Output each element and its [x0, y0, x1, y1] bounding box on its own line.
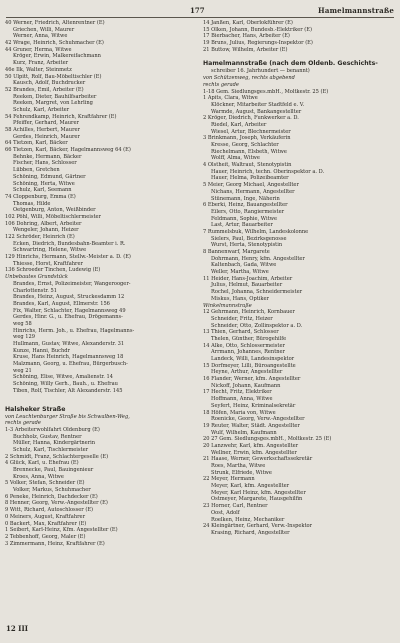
left-entry: 6 Peneke, Heinrich, Dachdecker (E) [5, 493, 98, 500]
left-entry: Hinrichs, Herm. Joh., u. Ehefrau, Hagelmanns- [13, 327, 135, 334]
footer-code: 12 III [6, 624, 29, 633]
right-entry: 1 Apits, Clara, Witwe [203, 95, 258, 102]
right-entry: Wellner, Erwin, kfm. Angestellter [211, 449, 297, 456]
right-entry: 19 Reuter, Walter, Städt. Angestellter [203, 422, 300, 429]
street-note: von Leuchtenburger Straße bis Schwalben-Weg, [5, 413, 130, 420]
right-entry: Klöckner, Mitarbeiter Stadtfeld e. V. [211, 101, 305, 108]
right-entry: Landeck, Willi, Landesinspektor [211, 356, 295, 362]
left-entry: 106 Dohring, Albert, Arbeiter [5, 220, 82, 227]
right-entry: 20 27 Gem. Siedlungsges.mbH., Moltkestr. 25 (E) [203, 436, 332, 443]
street-note: Unbebautes Grundstück [5, 274, 68, 281]
left-entry: 2 Schmidt, Franz, Schlachtergeselle (E) [5, 453, 109, 460]
right-entry: Wolff, Alma, Witwe [211, 155, 260, 162]
left-entry: Schöning, Edmund, Gärtner [13, 173, 86, 180]
left-entry: Reeken, Margret, von Lehrling [13, 100, 93, 107]
left-entry: 46e Ilk, Walter, Steinmetz [5, 66, 72, 73]
left-entry: Fischer, Hans, Schlosser [13, 160, 77, 167]
left-entry: Thiesse, Horst, Kraftfahrer [13, 260, 83, 267]
right-entry: Rochel, Johanna, Schneidermeister [211, 289, 303, 296]
right-entry: 12 Gehrmann, Heinrich, Kornbauer [203, 309, 295, 316]
left-entry: Gerdes, Heinrich, Maurer [13, 133, 80, 140]
header-rule [6, 17, 394, 18]
left-entry: Brandes, Ernst, Polizeimeister, Wangerooger- [13, 280, 131, 287]
right-entry: Roes, Martha, Witwe [211, 463, 266, 469]
right-entry: Strunk, Elfriede, Witwe [211, 469, 272, 476]
right-entry: 11 Heider, Hans-Joachim, Arbeiter [203, 275, 293, 282]
left-entry: 58 Achilles, Herbert, Maurer [5, 127, 80, 133]
right-entry: Miskus, Hans, Optiker [211, 295, 269, 302]
right-entry: Schneider, Fritz, Heizer [211, 315, 273, 322]
right-entry: Krasing, Richard, Angestellter [211, 529, 290, 536]
left-entry: Schulz, Karl, Arbeiter [13, 106, 70, 113]
right-entry: Feldmann, Sophie, Witwe [211, 215, 278, 222]
left-entry: Brandes, Karl, August, Ellmerstr. 156 [13, 300, 110, 307]
right-entry: Stünemann, Inge, Näherin [211, 195, 280, 202]
left-entry: 9 Witt, Richard, Autoschlosser (E) [5, 507, 94, 514]
left-entry: Kausch, Adolf, Buchdrucker [13, 80, 86, 87]
left-entry: Schulz, Karl, Tischlermeister [13, 446, 89, 453]
left-entry: 66 Tietzen, Karl, Bäcker, Hagelmannsweg 64 (E) [5, 147, 131, 154]
right-entry: 23 Horner, Carl, Rentner [203, 503, 268, 510]
left-entry: 5 Volker, Stefan, Schneider (E) [5, 480, 85, 487]
right-entry: Meyer, Karl, kfm. Angestellter [211, 483, 290, 490]
left-entry: Wengeler, Johann, Heizer [13, 227, 79, 234]
right-entry: Nickoff, Johann, Kaufmann [211, 382, 281, 389]
left-entry: 0 Backert, Max, Kraftfahrer (E) [5, 520, 87, 527]
right-entry: Julius, Helmut, Bauarbeiter [211, 282, 283, 289]
left-entry: Kunze, Hanni, Buchdr [13, 347, 70, 354]
left-entry: Müller, Hanna, Kindergärtnerin [13, 440, 96, 447]
left-entry: Kröger, Erwin, Malkereifachmann [13, 53, 101, 60]
left-entry: 44 Gruner, Herma, Witwe [5, 46, 72, 53]
left-spacer [5, 399, 195, 403]
right-entry: 18 Höfen, Maria von, Witwe [203, 409, 276, 416]
right-column [203, 20, 395, 537]
right-entry: 15 Dorfmeyer, Lilli, Büroangestellte [203, 362, 296, 369]
left-entry: 64 Tietzen, Karl, Bäcker [5, 140, 68, 147]
right-entry: Wulf, Wilhelm, Kaufmann [211, 429, 277, 436]
right-entry: Hoffmann, Anna, Witwe [211, 396, 273, 403]
right-entry: Wiesel, Artur, Blechnermeister [211, 128, 291, 135]
street-note: Winkelmannstraße [203, 302, 252, 309]
right-entry: Hauer, Helma, Polizeibeamter [211, 175, 289, 182]
left-entry: Pfeiffer, Gerhard, Maurer [13, 120, 79, 127]
left-entry: Schwartring, Helene, Witwe [13, 247, 87, 254]
right-entry: Schneider, Otto, Zollinspektor a. D. [211, 322, 303, 329]
right-entry: 15 Olken, Johann, Bundesb.-Elektriker (E) [203, 26, 312, 33]
left-entry: Charlottenstr. 51 [13, 287, 57, 294]
left-column [5, 20, 195, 547]
right-entry: 22 Meyer, Hermann [203, 476, 255, 483]
left-entry: weg 21 [13, 367, 32, 374]
right-entry: Kaltenbach, Gada, Witwe [211, 262, 277, 269]
right-entry: Heyne, Arthur, Angestellter [211, 369, 283, 376]
right-entry: Roenicke, Georg, Verw.-Angestellter [211, 416, 305, 423]
left-entry: 1 Seibert, Karl-Heinz, Kfm. Angestellter (E) [5, 527, 118, 534]
right-entry: Hauer, Heinrich, techn. Oberinspektor a. D. [211, 168, 325, 175]
right-entry: 21 Haase, Werner, Gewerkschaftssekretär [203, 456, 313, 463]
right-entry: Thelen, Günther, Bürogehilfe [211, 335, 287, 342]
left-entry: Buchholz, Gustav, Rentner [13, 433, 82, 440]
left-entry: Malzmann, Georg, u. Ehefrau, Bürgerbusch- [13, 361, 128, 368]
left-entry: Thomas, Hilde [13, 200, 51, 207]
left-entry: Behnke, Hermann, Bäcker [13, 153, 82, 160]
right-entry: 21 Buttow, Wilhelm, Arbeiter (E) [203, 46, 288, 53]
left-entry: Schöning, Elise, Witwe, Amalienstr. 14 [13, 374, 114, 381]
right-entry: 17 Hecht, Fritz, Elektriker [203, 389, 272, 396]
left-entry: 122 Schröder, Heinrich (E) [5, 234, 75, 240]
right-entry: 6 Eberki, Heinz, Bauangestellter [203, 202, 288, 209]
right-entry: Riechelmann, Elsbeth, Witwe [211, 148, 287, 155]
right-entry: Roelken, Heinz, Mechaniker [211, 516, 285, 523]
right-entry: 13 Thien, Gerhard, Schlosser [203, 329, 279, 336]
left-entry: Brandes, Heinz, August, Struckesdamm 12 [13, 294, 125, 301]
right-entry: 3 Brinkmann, Joseph, Verkäuferin [203, 135, 291, 142]
left-entry: Hullmann, Gustav, Witwe, Alexanderstr. 31 [13, 341, 125, 347]
right-entry: 2 Kröger, Diedrich, Funkwerker a. D. [203, 115, 299, 122]
left-entry: 2 Tebbenhoff, Georg, Maler (E) [5, 533, 86, 540]
right-entry: Kresse, Georg, Schlachter [211, 142, 279, 148]
right-entry: 5 Meier, Georg Michael, Angestellter [203, 182, 299, 189]
left-entry: 74 Cloppenburg, Emma (E) [5, 193, 76, 200]
right-entry: Sielers, Paul, Bezirksgenosse [211, 235, 287, 242]
right-entry: 14 Janßen, Karl, Oberlokführer (E) [203, 20, 293, 26]
right-entry: Nichans, Hermann, Angestellter [211, 188, 295, 195]
left-entry: weg 129 [13, 334, 35, 341]
left-entry: Werner, Anna, Witwe [13, 33, 68, 40]
street-heading: Halsheker Straße [5, 405, 66, 413]
left-entry: 40 Werner, Friedrich, Altenrentner (E) [5, 20, 105, 26]
left-entry: 54 Fehrendkamp, Heinrich, Kraftfahrer (E) [5, 113, 117, 120]
right-entry: Weller, Martha, Witwe [211, 269, 269, 276]
left-entry: Lübben, Gretchen [13, 167, 60, 174]
left-entry: 42 Wrage, Heinrich, Schuhmacher (E) [5, 40, 104, 47]
left-entry: Fix, Walter, Schlachter, Hagelmannsweg 49 [13, 307, 126, 314]
right-entry: Warmde, August, Bankangestellter [211, 108, 302, 115]
right-entry: 16 Flander, Werner, kfm. Angestellter [203, 376, 301, 383]
left-entry: Kroes, Anna, Witwe [13, 473, 64, 480]
left-entry: 50 Ulpitt, Rolf, Bau-Möbeltischler (E) [5, 73, 102, 80]
right-entry: Dohrmann, Henry, kfm. Angestellter [211, 255, 305, 262]
left-entry: Gerdes, Hinr. G., u. Ehefrau, Drögemanns- [13, 314, 123, 321]
left-entry: 52 Brandes, Emil, Arbeiter (E) [5, 86, 84, 93]
left-entry: 129 Hinrichs, Hermann, Stellw.-Meister a. D. (E) [5, 254, 131, 261]
left-entry: Brennecke, Paul, Bauingenieur [13, 467, 94, 473]
left-entry: 0 Meiners, August, Kraftfahrer [5, 513, 85, 520]
left-entry: Reeken, Dieter, Bauhilfsarbeiter [13, 93, 97, 100]
right-entry: 20 Lanzwehr, Karl, kfm. Angestellter [203, 442, 299, 449]
left-entry: 136 Schroeder Tinchen, Ludewig (E) [5, 267, 101, 274]
left-entry: Schöning, Willy Gerh., Bauh., u. Ehefrau [13, 381, 118, 388]
right-entry: 4 Olstheit, Waltraut, Stenotypistin [203, 162, 292, 169]
left-entry: Oetgenburg, Anton, Weißbinder [13, 207, 96, 214]
right-entry: Riedel, Karl, Arbeiter [211, 121, 267, 128]
right-entry: Ostmeyer, Margarete, Hausgehilfin [211, 496, 303, 503]
right-entry: Last, Artur, Bauarbeiter [211, 222, 273, 229]
left-entry: Schulz, Karl, Seemann [13, 187, 72, 194]
left-entry: 1-3 Arbeiterwohlfahrt Oldenburg (E) [5, 426, 100, 433]
right-entry: schreiber 16. Jahrhundert — benannt) [211, 68, 310, 75]
left-entry: Kurz, Franz, Arbeiter [13, 60, 69, 67]
left-entry: Griechen, Willi, Maurer [13, 26, 75, 33]
right-entry: Meyer, Karl Heinz, kfm. Angestellter [211, 489, 306, 496]
left-entry: Volker, Markus, Schuhmacher [13, 487, 91, 494]
right-spacer [203, 53, 395, 57]
right-entry: Arrmann, Johannes, Rentner [211, 349, 285, 356]
street-note: rechts gerade [203, 81, 239, 88]
left-entry: Tiben, Rolf, Tischler, Alt Alexanderstr. 145 [13, 387, 123, 394]
right-entry: 7 Rummelsbuk, Wilhelm, Landeskolonne [203, 228, 309, 235]
left-entry: weg 58 [13, 320, 32, 327]
right-entry: 1-18 Gem. Siedlungsges.mbH., Moltkestr. 25 (E) [203, 88, 329, 95]
left-entry: Kruse, Hans Heinrich, Hagelmannsweg 18 [13, 354, 124, 361]
page-number: 177 [190, 6, 205, 15]
right-entry: Wurst, Herta, Stenotypistin [211, 242, 283, 249]
right-entry: Seyfert, Heinz, Kriminalsekretär [211, 402, 296, 409]
street-note: von Schützenweg, rechts abgebend [203, 75, 295, 82]
left-entry: 102 Pöhl, Willi, Möbeltischlermeister [5, 213, 101, 220]
right-entry: 19 Bruns, Julius, Regierungs-Inspektor (E) [203, 40, 313, 47]
street-note: rechts gerade [5, 420, 41, 427]
street-heading: Hamelmannstraße (nach dem Oldenb. Geschichts- [203, 60, 378, 68]
right-entry: 24 Kleingärtner, Gerhard, Verw.-Inspektor [203, 523, 312, 530]
right-entry: 8 Bannenwarf, Margarete [203, 249, 270, 255]
running-head: Hamelmannstraße [318, 6, 394, 15]
right-entry: Oost, Adolf [211, 509, 240, 516]
left-entry: 3 Zimmermann, Heinz, Kraftfahrer (E) [5, 540, 105, 547]
left-entry: Schöning, Herta, Witwe [13, 180, 75, 187]
right-entry: 14 Alke, Otto, Schlossermeister [203, 342, 285, 349]
right-entry: Eilers, Otto, Rangiermeister [211, 208, 285, 215]
left-entry: 4 Glück, Karl, u. Ehefrau (E) [5, 460, 79, 467]
left-entry: 8 Henner, Georg, Verw.-Angestellter (E) [5, 500, 108, 507]
right-entry: 17 Bierbacher, Hans, Arbeiter (E) [203, 33, 290, 40]
left-entry: Ecken, Diedrich, Bundesbahn-Beamter i. R. [13, 240, 126, 247]
